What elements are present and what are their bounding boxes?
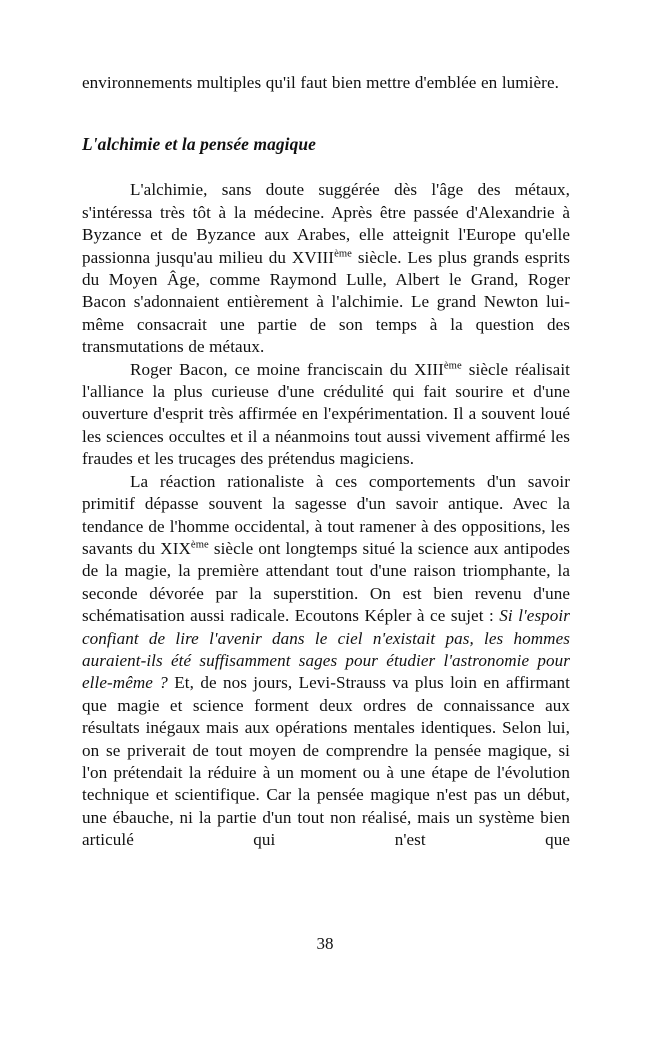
text-run: La réaction rationaliste à ces comportements d'un savoir primitif dépasse souvent la sagesse d'un savoir antique. Avec la tendance de l'homme occidental, à tout ramener à des oppositions, les savants du XIX [82,471,570,558]
paragraph-roger-bacon [82,359,570,471]
section-heading: L'alchimie et la pensée magique [82,134,316,155]
text-run: siècle réalisait l'alliance la plus curieuse d'une crédulité qui fait sourire et d'une ouverture d'esprit très affirmée en l'expérimentation. Il a souvent loué les sciences occultes et il a néanmoins tout aussi vivement affirmé les fraudes et les trucages des prétendus magiciens. [82,359,570,469]
text-run: siècle. Les plus grands esprits du Moyen Âge, comme Raymond Lulle, Albert le Grand, Roger Bacon s'adonnaient entièrement à l'alchimie. Le grand Newton lui-même consacrait une partie de son temps à la question des transmutations de métaux. [82,247,570,357]
ordinal-suffix-13th: ème [443,359,462,371]
paragraph-rationalist-reaction [82,471,570,874]
text-run: L'alchimie, sans doute suggérée dès l'âge des métaux, s'intéressa très tôt à la médecine. Après être passée d'Alexandrie à Byzance et de Byzance aux Arabes, elle atteignit l'Europe qu'elle passionna jusqu'au milieu du XVIII [82,180,570,267]
spacer-after-heading [82,155,570,179]
kepler-quotation: Si l'espoir confiant de lire l'avenir dans le ciel n'existait pas, les hommes auraient-ils été suffisamment sages pour étudier l'astronomie pour elle-même ? [82,606,570,693]
spacer-before-heading [82,94,570,133]
text-run: Et, de nos jours, Levi-Strauss va plus loin en affirmant que magie et science forment deux ordres de connaissance aux résultats inégaux mais aux opérations mentales identiques. Selon lui, on se priverait de tout moyen de comprendre la pensée magique, si l'on prétendait la réduire à un moment ou à une étape de l'évolution technique et scientifique. Car la pensée magique n'est pas un début, une ébauche, ni la partie d'un tout non réalisé, mais un système bien articulé qui n'est que [82,673,570,850]
paragraph-continuation: environnements multiples qu'il faut bien mettre d'emblée en lumière. [82,73,559,92]
text-run: siècle ont longtemps situé la science aux antipodes de la magie, la première attendant tout d'une raison triomphante, la seconde dévorée par la superstition. On est bien revenu d'une schématisation aussi radicale. Ecoutons Képler à ce sujet : [82,538,570,626]
ordinal-suffix-18th: ème [334,247,352,259]
ordinal-suffix-19th: ème [190,539,209,551]
page-text-column [82,72,570,874]
page-number: 38 [316,934,334,953]
paragraph-alchemy-history [82,179,570,358]
text-run: Roger Bacon, ce moine franciscain du XIII [130,359,444,379]
